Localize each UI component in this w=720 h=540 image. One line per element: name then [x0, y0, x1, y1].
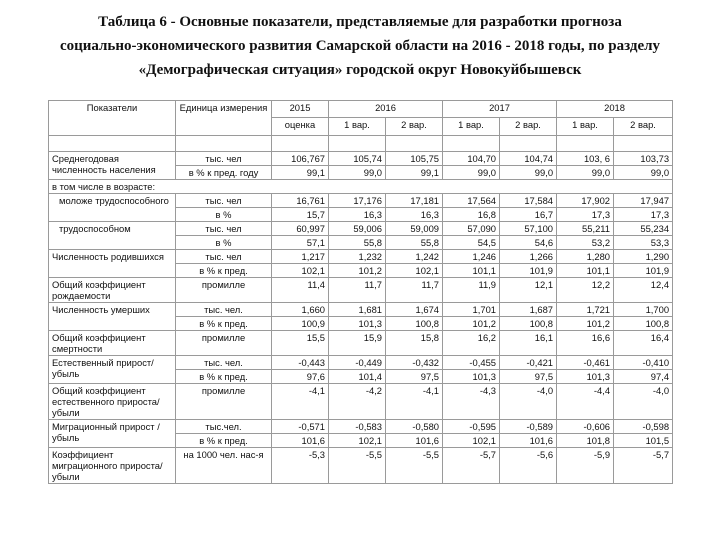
value-cell: 12,2 [557, 278, 614, 303]
value-cell: 106,767 [272, 152, 329, 166]
value-cell: 97,5 [500, 370, 557, 384]
row-label: Среднегодовая численность населения [49, 152, 176, 180]
value-cell: 101,2 [443, 317, 500, 331]
row-label: Численность родившихся [49, 250, 176, 278]
title-line-2: социально-экономического развития Самарской области на 2016 - 2018 годы, по разделу «Демографическая ситуация» городской округ Новокуйбышевск [59, 38, 661, 78]
value-cell: 1,266 [500, 250, 557, 264]
value-cell: 17,181 [386, 194, 443, 208]
value-cell: 57,1 [272, 236, 329, 250]
value-cell: 104,74 [500, 152, 557, 166]
value-cell: 1,246 [443, 250, 500, 264]
unit-cell: в % [176, 208, 272, 222]
row-label: Численность умерших [49, 303, 176, 331]
value-cell: -0,410 [614, 356, 673, 370]
value-cell: 59,006 [329, 222, 386, 236]
value-cell: 1,721 [557, 303, 614, 317]
value-cell: 1,701 [443, 303, 500, 317]
value-cell: -4,1 [272, 384, 329, 420]
table-row [49, 152, 673, 166]
unit-cell: тыс. чел [176, 222, 272, 236]
value-cell: -0,595 [443, 420, 500, 434]
value-cell: 101,4 [329, 370, 386, 384]
value-cell: 1,290 [614, 250, 673, 264]
value-cell: -4,3 [443, 384, 500, 420]
value-cell: 16,2 [443, 331, 500, 356]
header-unit: Единица измерения [176, 101, 272, 136]
table-row [49, 356, 673, 370]
value-cell: 101,2 [557, 317, 614, 331]
value-cell: 1,681 [329, 303, 386, 317]
table-row [49, 222, 673, 236]
value-cell: 15,8 [386, 331, 443, 356]
value-cell: -4,4 [557, 384, 614, 420]
value-cell: 99,1 [272, 166, 329, 180]
row-label: Коэффициент миграционного прироста/убыли [49, 448, 176, 484]
value-cell: 99,0 [500, 166, 557, 180]
row-label: Миграционный прирост / убыль [49, 420, 176, 448]
row-label: в том числе в возрасте: [49, 180, 673, 194]
table-row [49, 331, 673, 356]
value-cell: 16,3 [329, 208, 386, 222]
table-row [49, 384, 673, 420]
value-cell: -5,5 [386, 448, 443, 484]
unit-cell: тыс. чел [176, 250, 272, 264]
unit-cell: тыс. чел. [176, 303, 272, 317]
value-cell: 101,5 [614, 434, 673, 448]
value-cell: -0,432 [386, 356, 443, 370]
header-year-2016: 2016 [329, 101, 443, 118]
value-cell: 55,211 [557, 222, 614, 236]
value-cell: 11,9 [443, 278, 500, 303]
value-cell: -0,583 [329, 420, 386, 434]
value-cell: 101,1 [443, 264, 500, 278]
value-cell: 101,6 [386, 434, 443, 448]
table-row [49, 303, 673, 317]
value-cell: -0,455 [443, 356, 500, 370]
value-cell: 105,74 [329, 152, 386, 166]
value-cell: 100,8 [386, 317, 443, 331]
unit-cell: в % к пред. году [176, 166, 272, 180]
header-variant: 1 вар. [557, 118, 614, 136]
value-cell: -0,421 [500, 356, 557, 370]
value-cell: 103, 6 [557, 152, 614, 166]
value-cell: 16,7 [500, 208, 557, 222]
value-cell: 101,3 [329, 317, 386, 331]
value-cell: 102,1 [386, 264, 443, 278]
value-cell: 11,7 [329, 278, 386, 303]
header-indicator: Показатели [49, 101, 176, 136]
value-cell: 11,7 [386, 278, 443, 303]
value-cell: 1,687 [500, 303, 557, 317]
value-cell: 53,2 [557, 236, 614, 250]
value-cell: -4,1 [386, 384, 443, 420]
value-cell: 17,3 [614, 208, 673, 222]
row-label: моложе трудоспособного [49, 194, 176, 222]
value-cell: 99,0 [614, 166, 673, 180]
value-cell: 59,009 [386, 222, 443, 236]
value-cell: -0,461 [557, 356, 614, 370]
value-cell: 15,5 [272, 331, 329, 356]
value-cell: 1,242 [386, 250, 443, 264]
value-cell: 101,6 [500, 434, 557, 448]
table-row [49, 250, 673, 264]
value-cell: 102,1 [272, 264, 329, 278]
value-cell: -4,0 [614, 384, 673, 420]
value-cell: 1,660 [272, 303, 329, 317]
row-label: Естественный прирост/убыль [49, 356, 176, 384]
value-cell: 1,700 [614, 303, 673, 317]
value-cell: -0,443 [272, 356, 329, 370]
spacer-row [49, 136, 673, 152]
value-cell: 16,6 [557, 331, 614, 356]
value-cell: 99,0 [329, 166, 386, 180]
value-cell: 1,217 [272, 250, 329, 264]
value-cell: 55,234 [614, 222, 673, 236]
value-cell: 17,902 [557, 194, 614, 208]
value-cell: 1,280 [557, 250, 614, 264]
table-row [49, 278, 673, 303]
value-cell: -0,449 [329, 356, 386, 370]
value-cell: 17,3 [557, 208, 614, 222]
table-row [49, 180, 673, 194]
header-variant: 2 вар. [614, 118, 673, 136]
value-cell: -5,9 [557, 448, 614, 484]
value-cell: 101,6 [272, 434, 329, 448]
value-cell: -5,5 [329, 448, 386, 484]
unit-cell: промилле [176, 331, 272, 356]
value-cell: 99,1 [386, 166, 443, 180]
unit-cell: на 1000 чел. нас-я [176, 448, 272, 484]
header-year-2015: 2015 [272, 101, 329, 118]
value-cell: 17,584 [500, 194, 557, 208]
value-cell: 16,3 [386, 208, 443, 222]
value-cell: 54,6 [500, 236, 557, 250]
value-cell: -5,3 [272, 448, 329, 484]
row-label: трудоспособном [49, 222, 176, 250]
value-cell: 105,75 [386, 152, 443, 166]
value-cell: -0,571 [272, 420, 329, 434]
header-year-2018: 2018 [557, 101, 673, 118]
header-variant: 2 вар. [386, 118, 443, 136]
value-cell: 100,8 [614, 317, 673, 331]
value-cell: -4,0 [500, 384, 557, 420]
value-cell: 57,090 [443, 222, 500, 236]
header-variant: 2 вар. [500, 118, 557, 136]
value-cell: 99,0 [443, 166, 500, 180]
value-cell: 60,997 [272, 222, 329, 236]
unit-cell: промилле [176, 384, 272, 420]
table-row [49, 420, 673, 434]
value-cell: -0,598 [614, 420, 673, 434]
value-cell: 97,5 [386, 370, 443, 384]
value-cell: 55,8 [329, 236, 386, 250]
row-label: Общий коэффициент естественного прироста/убыли [49, 384, 176, 420]
value-cell: 12,1 [500, 278, 557, 303]
value-cell: 12,4 [614, 278, 673, 303]
value-cell: 17,176 [329, 194, 386, 208]
header-variant: 1 вар. [443, 118, 500, 136]
value-cell: 100,9 [272, 317, 329, 331]
page-title [40, 10, 680, 82]
value-cell: 101,8 [557, 434, 614, 448]
value-cell: 101,3 [443, 370, 500, 384]
unit-cell: в % к пред. [176, 264, 272, 278]
value-cell: -4,2 [329, 384, 386, 420]
unit-cell: в % к пред. [176, 317, 272, 331]
value-cell: 101,9 [500, 264, 557, 278]
table-row [49, 448, 673, 484]
value-cell: 100,8 [500, 317, 557, 331]
unit-cell: тыс. чел [176, 194, 272, 208]
value-cell: 53,3 [614, 236, 673, 250]
title-line-1: Таблица 6 - Основные показатели, представляемые для разработки прогноза [98, 14, 622, 30]
value-cell: 1,674 [386, 303, 443, 317]
value-cell: 103,73 [614, 152, 673, 166]
value-cell: 16,761 [272, 194, 329, 208]
value-cell: 101,3 [557, 370, 614, 384]
value-cell: -0,589 [500, 420, 557, 434]
value-cell: 55,8 [386, 236, 443, 250]
value-cell: 11,4 [272, 278, 329, 303]
value-cell: 104,70 [443, 152, 500, 166]
value-cell: 57,100 [500, 222, 557, 236]
value-cell: 17,564 [443, 194, 500, 208]
value-cell: 16,8 [443, 208, 500, 222]
value-cell: 97,4 [614, 370, 673, 384]
value-cell: 97,6 [272, 370, 329, 384]
unit-cell: тыс. чел. [176, 356, 272, 370]
header-row-years [49, 101, 673, 118]
unit-cell: в % [176, 236, 272, 250]
header-year-2017: 2017 [443, 101, 557, 118]
value-cell: -5,7 [443, 448, 500, 484]
value-cell: 54,5 [443, 236, 500, 250]
value-cell: 16,4 [614, 331, 673, 356]
value-cell: -0,606 [557, 420, 614, 434]
value-cell: 101,2 [329, 264, 386, 278]
value-cell: 99,0 [557, 166, 614, 180]
unit-cell: тыс.чел. [176, 420, 272, 434]
value-cell: -0,580 [386, 420, 443, 434]
value-cell: 101,9 [614, 264, 673, 278]
header-variant: оценка [272, 118, 329, 136]
unit-cell: в % к пред. [176, 370, 272, 384]
value-cell: 16,1 [500, 331, 557, 356]
indicators-table [48, 100, 673, 484]
table-row [49, 194, 673, 208]
value-cell: 17,947 [614, 194, 673, 208]
value-cell: 101,1 [557, 264, 614, 278]
value-cell: 102,1 [443, 434, 500, 448]
value-cell: 15,9 [329, 331, 386, 356]
unit-cell: тыс. чел [176, 152, 272, 166]
row-label: Общий коэффициент смертности [49, 331, 176, 356]
row-label: Общий коэффициент рождаемости [49, 278, 176, 303]
value-cell: 102,1 [329, 434, 386, 448]
unit-cell: промилле [176, 278, 272, 303]
unit-cell: в % к пред. [176, 434, 272, 448]
value-cell: -5,6 [500, 448, 557, 484]
value-cell: 15,7 [272, 208, 329, 222]
header-variant: 1 вар. [329, 118, 386, 136]
value-cell: -5,7 [614, 448, 673, 484]
value-cell: 1,232 [329, 250, 386, 264]
